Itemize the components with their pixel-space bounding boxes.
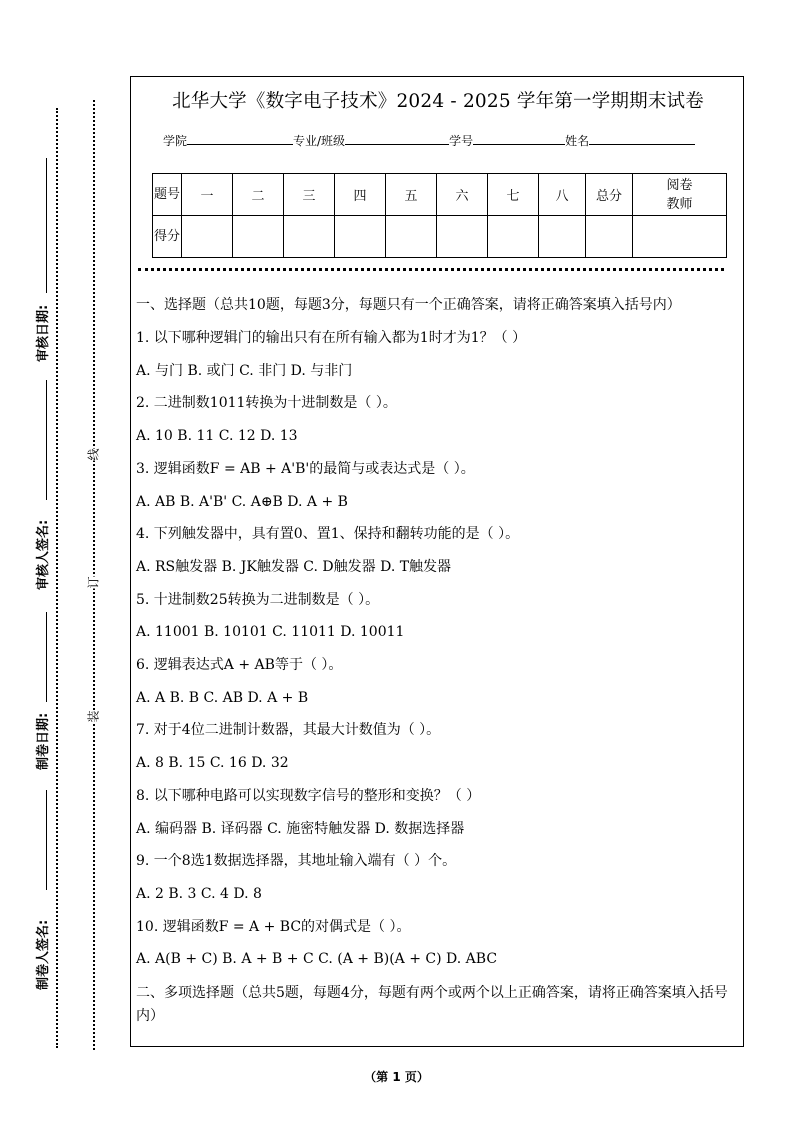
question-6: 6. 逻辑表达式A + AB等于（ ）。 [136,657,343,674]
score-cell[interactable] [437,216,488,258]
score-cell[interactable] [586,216,633,258]
score-col-5: 五 [386,174,437,216]
section2-heading: 二、多项选择题（总共5题，每题4分，每题有两个或两个以上正确答案，请将正确答案填入括号内） [136,985,728,1025]
college-label: 学院 [163,134,188,148]
score-col-8: 八 [539,174,586,216]
score-col-2: 二 [233,174,284,216]
question-10: 10. 逻辑函数F = A + BC的对偶式是（ ）。 [136,918,411,935]
question-7: 7. 对于4位二进制计数器，其最大计数值为（ ）。 [136,722,441,739]
reviewer-date-label: 审核日期: [36,304,51,362]
maker-sign-line [46,790,47,890]
page-number: （第 1 页） [364,1070,429,1084]
name-field[interactable] [589,132,695,145]
question-8: 8. 以下哪种电路可以实现数字信号的整形和变换？（ ） [136,787,481,804]
options-5: A. 11001 B. 10101 C. 11011 D. 10011 [136,624,405,641]
bind-char-ding: 订 [86,576,101,589]
options-6: A. A B. B C. AB D. A + B [136,689,309,706]
score-cell[interactable] [284,216,335,258]
options-7: A. 8 B. 15 C. 16 D. 32 [136,755,289,772]
score-col-6: 六 [437,174,488,216]
score-col-3: 三 [284,174,335,216]
question-number-head: 题号 [153,174,182,216]
major-label: 专业/班级 [293,134,346,148]
score-col-grader: 阅卷教师 [633,174,727,216]
question-4: 4. 下列触发器中，具有置0、置1、保持和翻转功能的是（ ）。 [136,526,520,543]
question-2: 2. 二进制数1011转换为十进制数是（ ）。 [136,395,397,412]
reviewer-sign-label: 审核人签名: [36,519,51,590]
exam-title: 北华大学《数字电子技术》2024 - 2025 学年第一学期期末试卷 [172,91,704,112]
score-col-7: 七 [488,174,539,216]
score-cell[interactable] [335,216,386,258]
college-field[interactable] [187,132,293,145]
score-cell[interactable] [488,216,539,258]
options-10: A. A(B + C) B. A + B + C C. (A + B)(A + C) D. ABC [136,951,498,968]
maker-date-label: 制卷日期: [36,712,51,770]
score-cell[interactable] [633,216,727,258]
bind-char-xian: 线 [86,448,101,461]
student-id-label: 学号 [449,134,474,148]
score-cell[interactable] [182,216,233,258]
options-8: A. 编码器 B. 译码器 C. 施密特触发器 D. 数据选择器 [136,820,465,837]
major-field[interactable] [345,132,449,145]
score-col-4: 四 [335,174,386,216]
options-2: A. 10 B. 11 C. 12 D. 13 [136,428,298,445]
student-id-field[interactable] [473,132,565,145]
dotted-binding-line-inner [93,100,95,1050]
options-4: A. RS触发器 B. JK触发器 C. D触发器 D. T触发器 [136,558,452,575]
question-9: 9. 一个8选1数据选择器，其地址输入端有（ ）个。 [136,853,457,870]
maker-sign-label: 制卷人签名: [36,919,51,990]
question-1: 1. 以下哪种逻辑门的输出只有在所有输入都为1时才为1？（ ） [136,330,527,346]
reviewer-sign-line [46,380,47,500]
score-table-header-row [153,174,727,216]
question-5: 5. 十进制数25转换为二进制数是（ ）。 [136,591,380,608]
exam-content [136,290,742,1033]
bind-char-zhuang: 装 [86,710,101,723]
score-cell[interactable] [539,216,586,258]
section1-heading: 一、选择题（总共10题，每题3分，每题只有一个正确答案，请将正确答案填入括号内） [136,297,681,313]
options-9: A. 2 B. 3 C. 4 D. 8 [136,885,262,902]
score-col-1: 一 [182,174,233,216]
score-table [152,173,727,258]
name-label: 姓名 [565,134,590,148]
score-col-total: 总分 [586,174,633,216]
dotted-binding-line-outer [56,108,58,1048]
score-table-score-row [153,216,727,258]
score-cell[interactable] [386,216,437,258]
exam-frame [130,76,744,1047]
maker-date-line [46,612,47,702]
question-3: 3. 逻辑函数F = AB + A'B'的最简与或表达式是（ ）。 [136,460,475,477]
score-cell[interactable] [233,216,284,258]
options-3: A. AB B. A'B' C. A⊕B D. A + B [136,493,348,510]
student-info-row [163,132,695,149]
score-row-head: 得分 [153,216,182,258]
dotted-separator [138,268,724,271]
options-1: A. 与门 B. 或门 C. 非门 D. 与非门 [136,362,353,379]
reviewer-date-line [46,158,47,293]
